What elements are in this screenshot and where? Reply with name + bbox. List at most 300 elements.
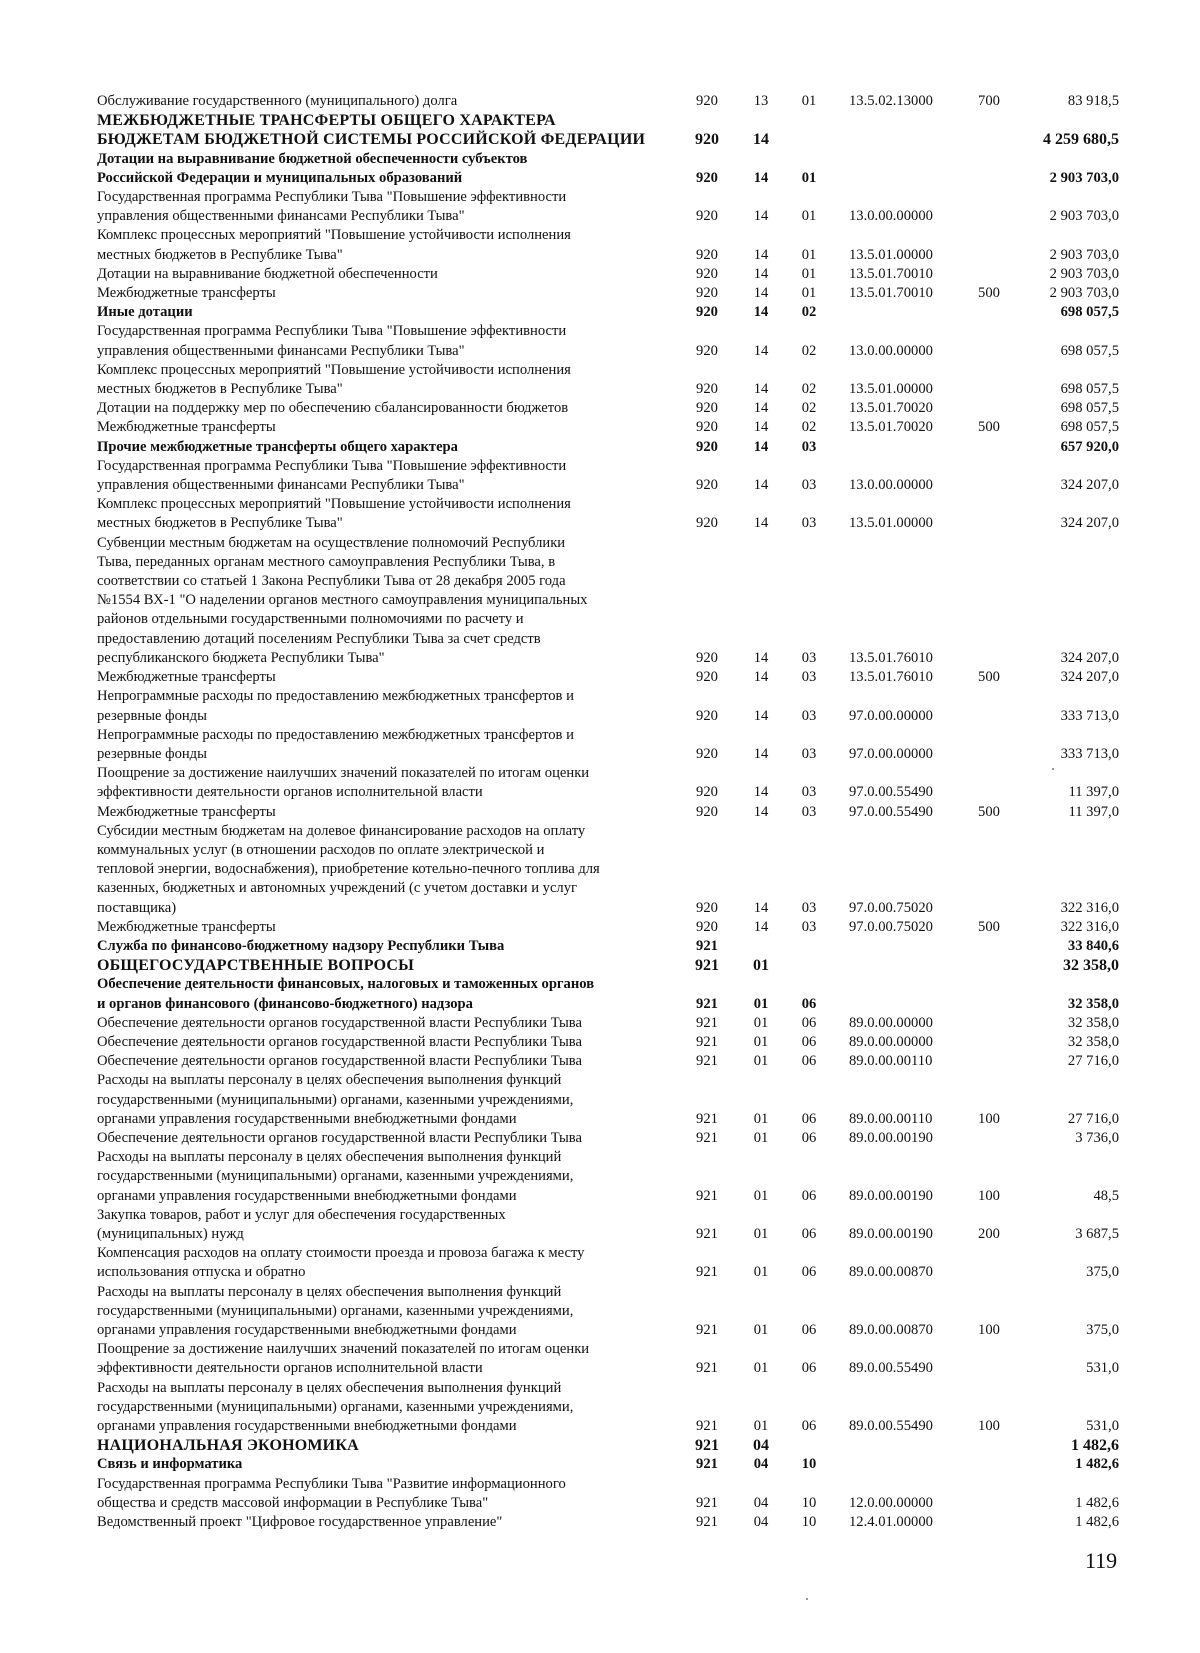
target-item-code: 13.5.01.00000 bbox=[849, 381, 933, 398]
row-name-line: Дотации на поддержку мер по обеспечению сбалансированности бюджетов bbox=[97, 400, 569, 417]
amount: 322 316,0 bbox=[1060, 918, 1119, 935]
row-name bbox=[97, 418, 667, 437]
section-code: 14 bbox=[753, 285, 769, 302]
subsection-code: 06 bbox=[801, 1129, 817, 1146]
amount: 2 903 703,0 bbox=[1049, 265, 1119, 282]
department-code: 920 bbox=[696, 477, 718, 494]
amount: 33 840,6 bbox=[1067, 937, 1119, 954]
row-name bbox=[97, 322, 667, 360]
amount: 4 259 680,5 bbox=[1043, 131, 1119, 149]
subsection-code: 06 bbox=[801, 1110, 817, 1127]
expense-type-code: 500 bbox=[978, 669, 1000, 686]
target-item-code: 13.0.00.00000 bbox=[849, 477, 933, 494]
department-code: 921 bbox=[696, 1264, 718, 1281]
row-name-line: эффективности деятельности органов исполнительной власти bbox=[97, 784, 483, 801]
row-name-line: Комплекс процессных мероприятий "Повышение устойчивости исполнения bbox=[97, 227, 571, 244]
amount: 27 716,0 bbox=[1067, 1053, 1119, 1070]
subsection-code: 06 bbox=[801, 995, 817, 1012]
table-row bbox=[97, 457, 1137, 495]
amount: 11 397,0 bbox=[1068, 784, 1119, 801]
subsection-code: 03 bbox=[801, 899, 817, 916]
department-code: 921 bbox=[696, 1418, 718, 1435]
row-name bbox=[97, 1475, 667, 1513]
table-row bbox=[97, 918, 1137, 937]
target-item-code: 13.5.01.70020 bbox=[849, 419, 933, 436]
row-name bbox=[97, 92, 667, 111]
row-name-line: Обеспечение деятельности органов государственной власти Республики Тыва bbox=[97, 1033, 582, 1050]
target-item-code: 89.0.00.00870 bbox=[849, 1322, 933, 1338]
department-code: 921 bbox=[696, 1322, 718, 1338]
scan-speck bbox=[1052, 768, 1054, 770]
row-name bbox=[97, 1340, 667, 1378]
table-row bbox=[97, 322, 1137, 360]
row-name-line: Расходы на выплаты персоналу в целях обеспечения выполнения функций bbox=[97, 1072, 562, 1089]
target-item-code: 89.0.00.00000 bbox=[849, 1033, 933, 1050]
department-code: 920 bbox=[696, 381, 718, 398]
subsection-code: 03 bbox=[801, 707, 817, 724]
row-name-line: управления общественными финансами Республики Тыва" bbox=[97, 477, 465, 494]
budget-table bbox=[97, 92, 1137, 1532]
department-code: 920 bbox=[695, 131, 719, 149]
table-row bbox=[97, 1340, 1137, 1378]
row-name-line: и органов финансового (финансово-бюджетного) надзора bbox=[97, 995, 473, 1012]
department-code: 921 bbox=[696, 1225, 718, 1242]
row-name bbox=[97, 1379, 667, 1437]
row-name-line: местных бюджетов в Республике Тыва" bbox=[97, 381, 343, 398]
amount: 324 207,0 bbox=[1060, 669, 1119, 686]
row-name-line: резервные фонды bbox=[97, 707, 207, 724]
row-name bbox=[97, 284, 667, 303]
subsection-code: 03 bbox=[801, 649, 817, 666]
row-name-line: Межбюджетные трансферты bbox=[97, 918, 276, 935]
target-item-code: 13.5.01.76010 bbox=[849, 669, 933, 686]
amount: 324 207,0 bbox=[1060, 649, 1119, 666]
row-name bbox=[97, 1129, 667, 1148]
row-name-line: коммунальных услуг (в отношении расходов по оплате электрической и bbox=[97, 841, 545, 858]
row-name-line: Государственная программа Республики Тыва "Повышение эффективности bbox=[97, 457, 567, 474]
row-name-line: управления общественными финансами Республики Тыва" bbox=[97, 208, 465, 225]
department-code: 920 bbox=[696, 285, 718, 302]
department-code: 920 bbox=[696, 649, 718, 666]
row-name-line: Межбюджетные трансферты bbox=[97, 285, 276, 302]
table-row bbox=[97, 1033, 1137, 1052]
row-name-line: Ведомственный проект "Цифровое государственное управление" bbox=[97, 1514, 503, 1531]
section-code: 01 bbox=[753, 1187, 769, 1204]
row-name bbox=[97, 1244, 667, 1282]
row-name-line: Закупка товаров, работ и услуг для обеспечения государственных bbox=[97, 1206, 506, 1223]
target-item-code: 13.5.01.00000 bbox=[849, 515, 933, 532]
target-item-code: 89.0.00.00110 bbox=[849, 1110, 933, 1127]
table-row bbox=[97, 1014, 1137, 1033]
subsection-code: 01 bbox=[801, 246, 817, 263]
row-name-line: местных бюджетов в Республике Тыва" bbox=[97, 515, 343, 532]
department-code: 920 bbox=[696, 342, 718, 359]
subsection-code: 01 bbox=[801, 169, 817, 186]
table-row bbox=[97, 1455, 1137, 1474]
target-item-code: 89.0.00.00870 bbox=[849, 1264, 933, 1281]
expense-type-code: 100 bbox=[978, 1187, 1000, 1204]
row-name-line: Непрограммные расходы по предоставлению межбюджетных трансфертов и bbox=[97, 688, 574, 705]
target-item-code: 97.0.00.75020 bbox=[849, 918, 933, 935]
subsection-code: 06 bbox=[801, 1264, 817, 1281]
amount: 698 057,5 bbox=[1060, 419, 1119, 436]
table-row bbox=[97, 1244, 1137, 1282]
row-name-line: МЕЖБЮДЖЕТНЫЕ ТРАНСФЕРТЫ ОБЩЕГО ХАРАКТЕРА bbox=[97, 112, 556, 130]
row-name-line: поставщика) bbox=[97, 899, 177, 916]
department-code: 921 bbox=[696, 1129, 718, 1146]
row-name-line: Расходы на выплаты персоналу в целях обеспечения выполнения функций bbox=[97, 1283, 562, 1300]
row-name bbox=[97, 457, 667, 495]
department-code: 921 bbox=[696, 1514, 718, 1531]
row-name-line: Обеспечение деятельности органов государственной власти Республики Тыва bbox=[97, 1053, 582, 1070]
section-code: 14 bbox=[753, 745, 769, 762]
amount: 324 207,0 bbox=[1060, 477, 1119, 494]
table-row bbox=[97, 1379, 1137, 1437]
subsection-code: 06 bbox=[801, 1053, 817, 1070]
row-name-line: предоставлению дотаций поселениям Республики Тыва за счет средств bbox=[97, 630, 541, 647]
table-row bbox=[97, 975, 1137, 1013]
department-code: 920 bbox=[696, 169, 718, 186]
table-row bbox=[97, 1206, 1137, 1244]
subsection-code: 10 bbox=[801, 1514, 817, 1531]
department-code: 921 bbox=[696, 1033, 718, 1050]
row-name-line: Обеспечение деятельности органов государственной власти Республики Тыва bbox=[97, 1129, 582, 1146]
row-name-line: органами управления государственными внебюджетными фондами bbox=[97, 1187, 517, 1204]
department-code: 920 bbox=[696, 419, 718, 436]
row-name-line: Поощрение за достижение наилучших значений показателей по итогам оценки bbox=[97, 765, 590, 782]
amount: 83 918,5 bbox=[1067, 93, 1119, 109]
subsection-code: 06 bbox=[801, 1418, 817, 1435]
subsection-code: 02 bbox=[801, 342, 817, 359]
table-row bbox=[97, 1283, 1137, 1341]
row-name-line: Комплекс процессных мероприятий "Повышение устойчивости исполнения bbox=[97, 496, 571, 513]
table-row bbox=[97, 764, 1137, 802]
amount: 531,0 bbox=[1086, 1418, 1119, 1435]
target-item-code: 97.0.00.75020 bbox=[849, 899, 933, 916]
row-name bbox=[97, 822, 667, 918]
section-code: 14 bbox=[753, 246, 769, 263]
target-item-code: 89.0.00.00190 bbox=[849, 1187, 933, 1204]
row-name bbox=[97, 1014, 667, 1033]
table-row bbox=[97, 188, 1137, 226]
section-code: 14 bbox=[753, 669, 769, 686]
amount: 1 482,6 bbox=[1071, 1437, 1119, 1455]
department-code: 920 bbox=[696, 899, 718, 916]
row-name bbox=[97, 534, 667, 668]
section-code: 01 bbox=[753, 957, 769, 975]
row-name-line: Государственная программа Республики Тыва "Повышение эффективности bbox=[97, 189, 567, 206]
row-name-line: государственными (муниципальными) органами, казенными учреждениями, bbox=[97, 1398, 574, 1415]
subsection-code: 02 bbox=[801, 304, 817, 321]
department-code: 920 bbox=[696, 400, 718, 417]
section-code: 01 bbox=[753, 1110, 769, 1127]
expense-type-code: 100 bbox=[978, 1418, 1000, 1435]
department-code: 920 bbox=[696, 246, 718, 263]
row-name-line: Государственная программа Республики Тыва "Развитие информационного bbox=[97, 1475, 566, 1492]
amount: 1 482,6 bbox=[1075, 1514, 1119, 1531]
amount: 3 736,0 bbox=[1075, 1129, 1119, 1146]
section-code: 14 bbox=[753, 899, 769, 916]
subsection-code: 03 bbox=[801, 803, 817, 820]
row-name-line: управления общественными финансами Республики Тыва" bbox=[97, 342, 465, 359]
amount: 32 358,0 bbox=[1067, 1033, 1119, 1050]
table-row bbox=[97, 399, 1137, 418]
expense-type-code: 100 bbox=[978, 1322, 1000, 1338]
subsection-code: 02 bbox=[801, 419, 817, 436]
row-name-line: Тыва, переданных органам местного самоуправления Республики Тыва, в bbox=[97, 553, 556, 570]
section-code: 01 bbox=[753, 1225, 769, 1242]
subsection-code: 10 bbox=[801, 1456, 817, 1473]
target-item-code: 13.5.01.76010 bbox=[849, 649, 933, 666]
row-name-line: Служба по финансово-бюджетному надзору Республики Тыва bbox=[97, 937, 505, 954]
row-name-line: Обслуживание государственного (муниципального) долга bbox=[97, 93, 458, 109]
target-item-code: 89.0.00.00190 bbox=[849, 1225, 933, 1242]
target-item-code: 89.0.00.00000 bbox=[849, 1014, 933, 1031]
section-code: 14 bbox=[753, 477, 769, 494]
section-code: 14 bbox=[753, 169, 769, 186]
table-row bbox=[97, 668, 1137, 687]
section-code: 14 bbox=[753, 208, 769, 225]
subsection-code: 01 bbox=[801, 93, 817, 109]
section-code: 01 bbox=[753, 1418, 769, 1435]
section-code: 04 bbox=[753, 1514, 769, 1531]
row-name-line: Связь и информатика bbox=[97, 1456, 243, 1473]
section-code: 04 bbox=[753, 1456, 769, 1473]
row-name-line: республиканского бюджета Республики Тыва" bbox=[97, 649, 385, 666]
department-code: 921 bbox=[696, 1187, 718, 1204]
table-row bbox=[97, 418, 1137, 437]
table-row bbox=[97, 1513, 1137, 1532]
department-code: 920 bbox=[696, 803, 718, 820]
row-name bbox=[97, 918, 667, 937]
department-code: 920 bbox=[696, 707, 718, 724]
section-code: 01 bbox=[753, 1033, 769, 1050]
target-item-code: 97.0.00.00000 bbox=[849, 745, 933, 762]
target-item-code: 89.0.00.00110 bbox=[849, 1053, 933, 1070]
section-code: 14 bbox=[753, 707, 769, 724]
section-code: 14 bbox=[753, 400, 769, 417]
row-name bbox=[97, 1455, 667, 1474]
row-name-line: государственными (муниципальными) органами, казенными учреждениями, bbox=[97, 1091, 574, 1108]
row-name-line: Дотации на выравнивание бюджетной обеспеченности bbox=[97, 265, 438, 282]
subsection-code: 06 bbox=[801, 1322, 817, 1338]
row-name-line: Расходы на выплаты персоналу в целях обеспечения выполнения функций bbox=[97, 1379, 562, 1396]
table-row bbox=[97, 438, 1137, 457]
section-code: 01 bbox=[753, 1014, 769, 1031]
expense-type-code: 500 bbox=[978, 803, 1000, 820]
target-item-code: 97.0.00.55490 bbox=[849, 784, 933, 801]
subsection-code: 10 bbox=[801, 1494, 817, 1511]
amount: 333 713,0 bbox=[1060, 707, 1119, 724]
expense-type-code: 200 bbox=[978, 1225, 1000, 1242]
subsection-code: 03 bbox=[801, 918, 817, 935]
amount: 2 903 703,0 bbox=[1049, 246, 1119, 263]
row-name-line: органами управления государственными внебюджетными фондами bbox=[97, 1322, 517, 1338]
department-code: 921 bbox=[695, 957, 719, 975]
department-code: 921 bbox=[696, 995, 718, 1012]
row-name bbox=[97, 937, 667, 956]
row-name-line: Межбюджетные трансферты bbox=[97, 669, 276, 686]
table-row bbox=[97, 1129, 1137, 1148]
row-name-line: Иные дотации bbox=[97, 304, 193, 321]
row-name bbox=[97, 111, 667, 149]
row-name bbox=[97, 1436, 667, 1455]
subsection-code: 02 bbox=[801, 400, 817, 417]
department-code: 920 bbox=[696, 304, 718, 321]
table-row bbox=[97, 495, 1137, 533]
table-row bbox=[97, 534, 1137, 668]
row-name-line: Государственная программа Республики Тыва "Повышение эффективности bbox=[97, 323, 567, 340]
row-name-line: ОБЩЕГОСУДАРСТВЕННЫЕ ВОПРОСЫ bbox=[97, 957, 415, 975]
section-code: 14 bbox=[753, 131, 769, 149]
subsection-code: 06 bbox=[801, 1187, 817, 1204]
row-name-line: Прочие межбюджетные трансферты общего характера bbox=[97, 438, 458, 455]
row-name bbox=[97, 1283, 667, 1341]
row-name bbox=[97, 803, 667, 822]
row-name-line: государственными (муниципальными) органами, казенными учреждениями, bbox=[97, 1302, 574, 1319]
department-code: 920 bbox=[696, 208, 718, 225]
section-code: 01 bbox=[753, 1053, 769, 1070]
row-name-line: Межбюджетные трансферты bbox=[97, 419, 276, 436]
row-name-line: общества и средств массовой информации в Республике Тыва" bbox=[97, 1494, 489, 1511]
subsection-code: 01 bbox=[801, 285, 817, 302]
subsection-code: 03 bbox=[801, 745, 817, 762]
amount: 2 903 703,0 bbox=[1049, 208, 1119, 225]
amount: 2 903 703,0 bbox=[1049, 285, 1119, 302]
table-row bbox=[97, 687, 1137, 725]
amount: 32 358,0 bbox=[1067, 1014, 1119, 1031]
expense-type-code: 500 bbox=[978, 285, 1000, 302]
table-row bbox=[97, 937, 1137, 956]
department-code: 920 bbox=[696, 93, 718, 109]
subsection-code: 03 bbox=[801, 784, 817, 801]
table-row bbox=[97, 1475, 1137, 1513]
target-item-code: 97.0.00.00000 bbox=[849, 707, 933, 724]
target-item-code: 13.0.00.00000 bbox=[849, 208, 933, 225]
subsection-code: 03 bbox=[801, 477, 817, 494]
target-item-code: 89.0.00.55490 bbox=[849, 1360, 933, 1377]
row-name bbox=[97, 1052, 667, 1071]
subsection-code: 01 bbox=[801, 208, 817, 225]
row-name bbox=[97, 1033, 667, 1052]
table-row bbox=[97, 265, 1137, 284]
table-row bbox=[97, 803, 1137, 822]
table-row bbox=[97, 726, 1137, 764]
target-item-code: 13.5.02.13000 bbox=[849, 93, 933, 109]
subsection-code: 06 bbox=[801, 1033, 817, 1050]
target-item-code: 13.5.01.70010 bbox=[849, 265, 933, 282]
row-name bbox=[97, 188, 667, 226]
page-number: 119 bbox=[1085, 1548, 1118, 1573]
department-code: 921 bbox=[696, 1053, 718, 1070]
row-name-line: Компенсация расходов на оплату стоимости проезда и провоза багажа к месту bbox=[97, 1245, 585, 1262]
department-code: 920 bbox=[696, 438, 718, 455]
row-name bbox=[97, 226, 667, 264]
row-name-line: эффективности деятельности органов исполнительной власти bbox=[97, 1360, 483, 1377]
section-code: 01 bbox=[753, 1264, 769, 1281]
section-code: 14 bbox=[753, 515, 769, 532]
amount: 333 713,0 bbox=[1060, 745, 1119, 762]
amount: 698 057,5 bbox=[1060, 381, 1119, 398]
department-code: 921 bbox=[696, 1014, 718, 1031]
department-code: 921 bbox=[696, 1456, 718, 1473]
section-code: 14 bbox=[753, 265, 769, 282]
amount: 324 207,0 bbox=[1060, 515, 1119, 532]
row-name-line: Обеспечение деятельности органов государственной власти Республики Тыва bbox=[97, 1014, 582, 1031]
target-item-code: 13.0.00.00000 bbox=[849, 342, 933, 359]
row-name bbox=[97, 1071, 667, 1129]
subsection-code: 06 bbox=[801, 1360, 817, 1377]
section-code: 14 bbox=[753, 438, 769, 455]
section-code: 01 bbox=[753, 1129, 769, 1146]
row-name-line: тепловой энергии, водоснабжения), приобретение котельно-печного топлива для bbox=[97, 861, 600, 878]
row-name bbox=[97, 975, 667, 1013]
section-code: 14 bbox=[753, 419, 769, 436]
amount: 32 358,0 bbox=[1067, 995, 1119, 1012]
subsection-code: 06 bbox=[801, 1225, 817, 1242]
section-code: 01 bbox=[753, 1322, 769, 1338]
row-name bbox=[97, 399, 667, 418]
table-row bbox=[97, 1148, 1137, 1206]
amount: 3 687,5 bbox=[1075, 1225, 1119, 1242]
table-row bbox=[97, 226, 1137, 264]
section-code: 14 bbox=[753, 304, 769, 321]
subsection-code: 02 bbox=[801, 381, 817, 398]
department-code: 921 bbox=[696, 1110, 718, 1127]
row-name bbox=[97, 1206, 667, 1244]
department-code: 920 bbox=[696, 784, 718, 801]
section-code: 01 bbox=[753, 1360, 769, 1377]
section-code: 14 bbox=[753, 649, 769, 666]
department-code: 921 bbox=[696, 1494, 718, 1511]
row-name-line: Субвенции местным бюджетам на осуществление полномочий Республики bbox=[97, 534, 566, 551]
department-code: 921 bbox=[696, 937, 718, 954]
amount: 1 482,6 bbox=[1075, 1494, 1119, 1511]
department-code: 921 bbox=[696, 1360, 718, 1377]
table-row bbox=[97, 111, 1137, 149]
section-code: 13 bbox=[753, 93, 769, 109]
amount: 2 903 703,0 bbox=[1049, 169, 1119, 186]
row-name bbox=[97, 668, 667, 687]
row-name-line: (муниципальных) нужд bbox=[97, 1225, 244, 1242]
table-row bbox=[97, 361, 1137, 399]
amount: 32 358,0 bbox=[1063, 957, 1119, 975]
section-code: 14 bbox=[753, 784, 769, 801]
row-name-line: резервные фонды bbox=[97, 745, 207, 762]
amount: 698 057,5 bbox=[1060, 342, 1119, 359]
section-code: 14 bbox=[753, 381, 769, 398]
section-code: 01 bbox=[753, 995, 769, 1012]
subsection-code: 03 bbox=[801, 438, 817, 455]
target-item-code: 97.0.00.55490 bbox=[849, 803, 933, 820]
row-name bbox=[97, 687, 667, 725]
target-item-code: 13.5.01.00000 bbox=[849, 246, 933, 263]
amount: 48,5 bbox=[1093, 1187, 1119, 1204]
department-code: 920 bbox=[696, 515, 718, 532]
row-name bbox=[97, 956, 667, 975]
target-item-code: 12.0.00.00000 bbox=[849, 1494, 933, 1511]
target-item-code: 13.5.01.70010 bbox=[849, 285, 933, 302]
table-row bbox=[97, 956, 1137, 975]
row-name-line: №1554 ВХ-1 "О наделении органов местного самоуправления муниципальных bbox=[97, 592, 588, 609]
amount: 322 316,0 bbox=[1060, 899, 1119, 916]
target-item-code: 89.0.00.00190 bbox=[849, 1129, 933, 1146]
row-name-line: государственными (муниципальными) органами, казенными учреждениями, bbox=[97, 1168, 574, 1185]
row-name-line: районов отдельными государственными полномочиями по расчету и bbox=[97, 611, 524, 628]
amount: 27 716,0 bbox=[1067, 1110, 1119, 1127]
row-name-line: Субсидии местным бюджетам на долевое финансирование расходов на оплату bbox=[97, 822, 586, 839]
table-row bbox=[97, 1071, 1137, 1129]
